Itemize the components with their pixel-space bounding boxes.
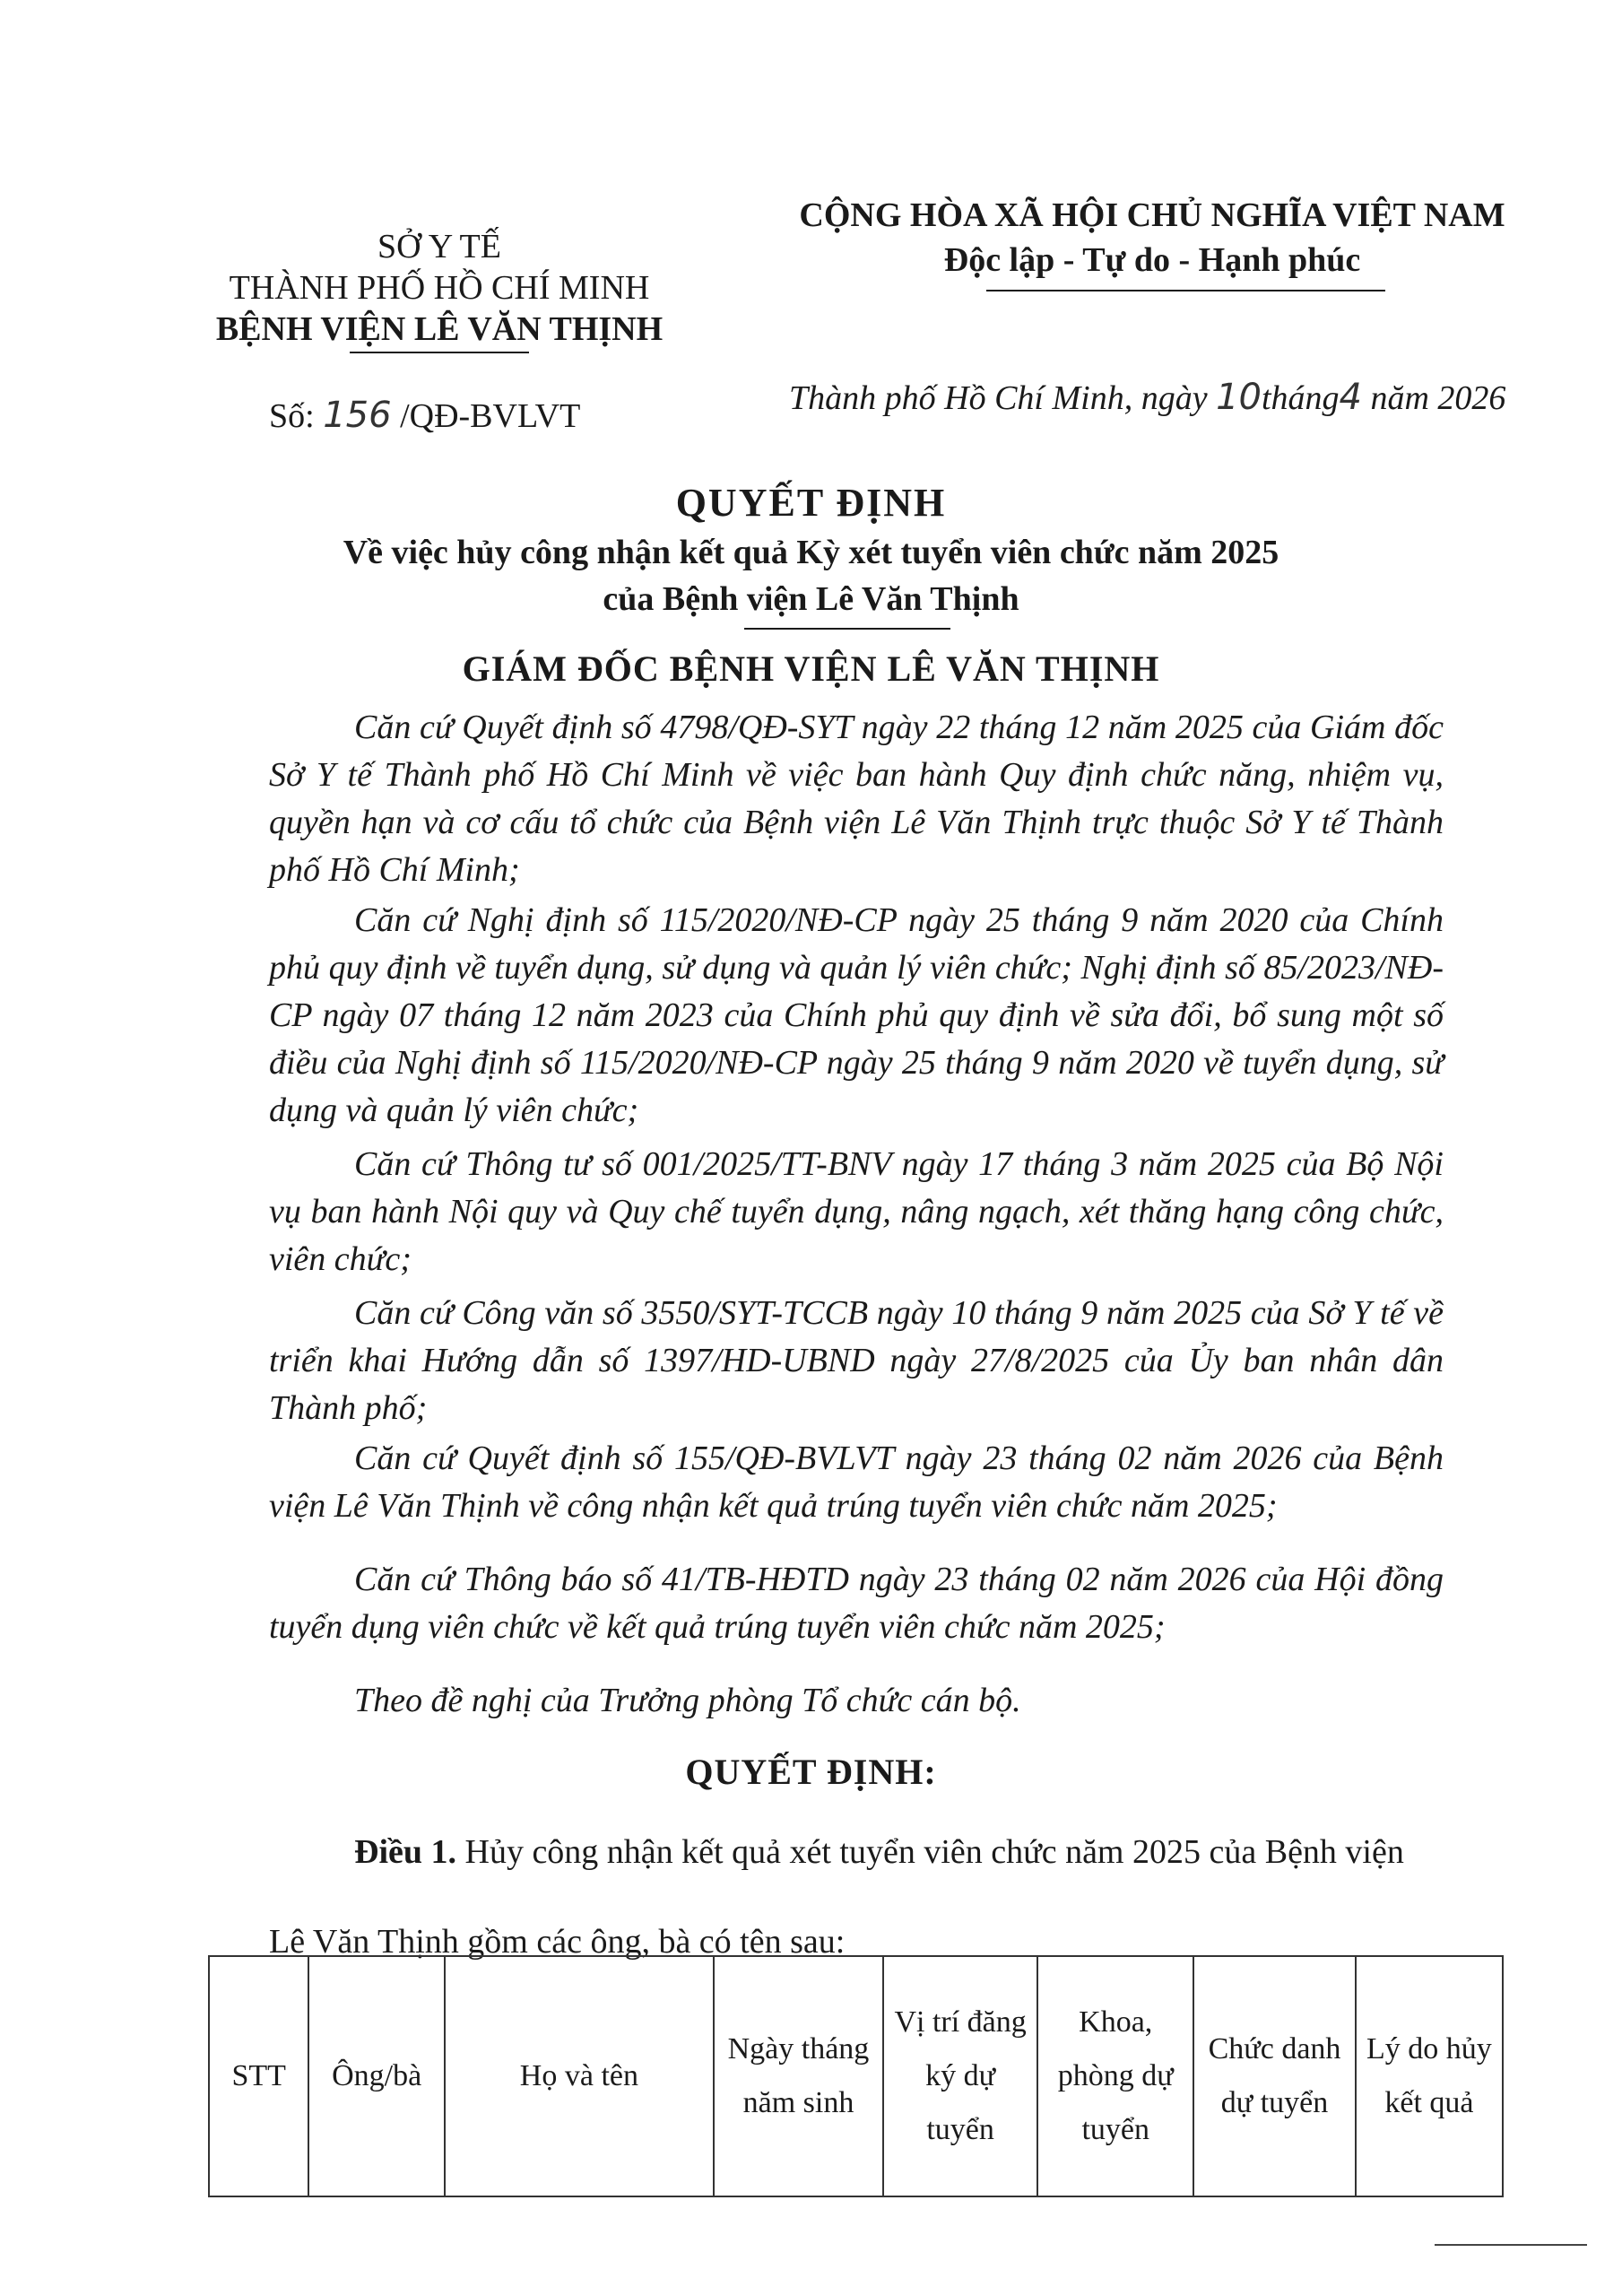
motto-line-1: CỘNG HÒA XÃ HỘI CHỦ NGHĨA VIỆT NAM [799, 196, 1505, 234]
issuing-agency [179, 226, 699, 350]
date-month-handwritten: 4 [1339, 377, 1362, 418]
motto-underline [986, 290, 1385, 291]
basis-paragraph: Căn cứ Quyết định số 4798/QĐ-SYT ngày 22 tháng 12 năm 2025 của Giám đốc Sở Y tế Thành phố Hồ Chí Minh về việc ban hành Quy định chức năng, nhiệm vụ, quyền hạn và cơ cấu tổ chức của Bệnh viện Lê Văn Thịnh trực thuộc Sở Y tế Thành phố Hồ Chí Minh; [269, 709, 1444, 889]
agency-line-2: THÀNH PHỐ HỒ CHÍ MINH [229, 269, 650, 307]
header-cell-reason: Lý do hủy kết quả [1356, 1956, 1503, 2196]
date-part-2: tháng [1261, 379, 1340, 417]
motto-line-2: Độc lập - Tự do - Hạnh phúc [943, 241, 1361, 279]
basis-paragraph: Căn cứ Thông tư số 001/2025/TT-BNV ngày 17 tháng 3 năm 2025 của Bộ Nội vụ ban hành Nội quy và Quy chế tuyển dụng, nâng ngạch, xét thăng hạng công chức, viên chức; [269, 1145, 1444, 1278]
agency-underline [350, 352, 529, 353]
header-cell-position: Vị trí đăng ký dự tuyển [883, 1956, 1037, 2196]
decision-heading: QUYẾT ĐỊNH: [685, 1752, 937, 1792]
agency-line-3: BỆNH VIỆN LÊ VĂN THỊNH [215, 310, 664, 348]
date-part-1: Thành phố Hồ Chí Minh, ngày [789, 379, 1208, 417]
page-bottom-line [1435, 2244, 1587, 2246]
document-date [789, 377, 1505, 418]
header-cell-title: Ông/bà [308, 1956, 444, 2196]
subtitle-line-2: của Bệnh viện Lê Văn Thịnh [603, 580, 1019, 618]
doc-number-suffix: /QĐ-BVLVT [400, 397, 581, 435]
doc-number-handwritten: 156 [323, 395, 392, 436]
basis-paragraph: Căn cứ Công văn số 3550/SYT-TCCB ngày 10 tháng 9 năm 2025 của Sở Y tế về triển khai Hướng dẫn số 1397/HD-UBND ngày 27/8/2025 của Ủy ban nhân dân Thành phố; [269, 1294, 1444, 1427]
doc-number-prefix: Số: [269, 397, 315, 435]
header-cell-dob: Ngày tháng năm sinh [714, 1956, 883, 2196]
national-motto [753, 193, 1551, 283]
basis-paragraph: Căn cứ Thông báo số 41/TB-HĐTD ngày 23 tháng 02 năm 2026 của Hội đồng tuyển dụng viên chức về kết quả trúng tuyển viên chức năm 2025; [269, 1561, 1444, 1646]
header-cell-department: Khoa, phòng dự tuyển [1037, 1956, 1193, 2196]
basis-paragraph: Căn cứ Quyết định số 155/QĐ-BVLVT ngày 23 tháng 02 năm 2026 của Bệnh viện Lê Văn Thịnh về công nhận kết quả trúng tuyển viên chức năm 2025; [269, 1439, 1444, 1525]
subtitle-line-1: Về việc hủy công nhận kết quả Kỳ xét tuyển viên chức năm 2025 [343, 534, 1279, 571]
date-day-handwritten: 10 [1216, 377, 1262, 418]
date-part-3: năm 2026 [1370, 379, 1506, 417]
subtitle-underline [744, 628, 950, 630]
basis-paragraph: Căn cứ Nghị định số 115/2020/NĐ-CP ngày 25 tháng 9 năm 2020 của Chính phủ quy định về tuyển dụng, sử dụng và quản lý viên chức; Nghị định số 85/2023/NĐ-CP ngày 07 tháng 12 năm 2023 của Chính phủ quy định về sửa đổi, bổ sung một số điều của Nghị định số 115/2020/NĐ-CP ngày 25 tháng 9 năm 2020 về tuyển dụng, sử dụng và quản lý viên chức; [269, 901, 1444, 1129]
candidate-table [208, 1955, 1504, 2197]
article-1-label: Điều 1. [354, 1833, 456, 1871]
article-1-text: Hủy công nhận kết quả xét tuyển viên chức năm 2025 của Bệnh viện Lê Văn Thịnh gồm các ông, bà có tên sau: [269, 1833, 1404, 1961]
header-cell-stt: STT [209, 1956, 308, 2196]
document-title: QUYẾT ĐỊNH [675, 481, 947, 525]
header-cell-name: Họ và tên [445, 1956, 714, 2196]
document-number [269, 395, 580, 436]
director-heading: GIÁM ĐỐC BỆNH VIỆN LÊ VĂN THỊNH [462, 648, 1160, 689]
table-header-row [209, 1956, 1503, 2196]
agency-line-1: SỞ Y TẾ [377, 228, 501, 265]
basis-paragraph: Theo đề nghị của Trưởng phòng Tổ chức cán bộ. [354, 1682, 1021, 1719]
document-subtitle [0, 529, 1622, 622]
header-cell-job-title: Chức danh dự tuyển [1193, 1956, 1356, 2196]
